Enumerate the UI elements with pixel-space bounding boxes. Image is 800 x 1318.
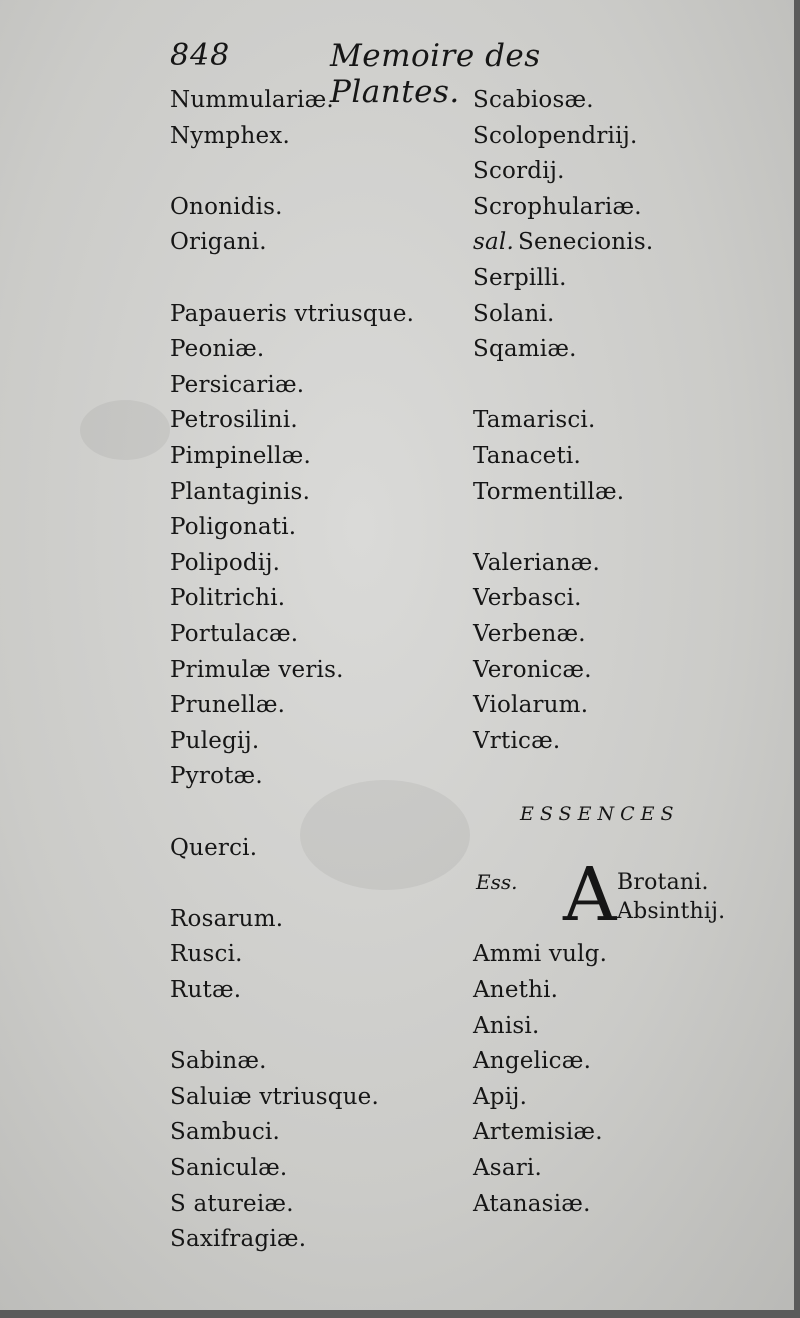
entry-text: Rusci. — [170, 941, 243, 968]
entry-text: Angelicæ. — [473, 1048, 592, 1075]
essences-label: Ess. — [476, 870, 518, 894]
entry-text: Ononidis. — [170, 193, 283, 220]
essence-entry — [473, 975, 558, 1005]
entry-text: Rutæ. — [170, 977, 242, 1003]
left-column-entry — [170, 939, 243, 969]
entry-text: Artemisiæ. — [473, 1119, 603, 1146]
entry-text: Rosarum. — [170, 905, 284, 932]
left-column-entry — [170, 334, 264, 364]
right-column-entry — [473, 405, 596, 435]
left-column-entry — [170, 121, 290, 151]
entry-text: Saxifragiæ. — [170, 1226, 307, 1253]
page-number: 848 — [170, 38, 231, 73]
entry-text: Plantaginis. — [170, 478, 311, 505]
right-column-entry — [473, 192, 642, 222]
right-column-entry — [473, 619, 586, 649]
entry-text: Sambuci. — [170, 1119, 280, 1146]
right-column-entry — [473, 583, 582, 613]
right-column-entry — [473, 655, 592, 685]
paper-smudge — [300, 780, 470, 890]
drop-cap: A — [563, 852, 617, 938]
entry-text: Portulacæ. — [170, 621, 299, 647]
entry-text: Poligonati. — [170, 514, 297, 541]
entry-text: Persicariæ. — [170, 371, 305, 398]
left-column-entry — [170, 227, 267, 257]
essence-entry — [473, 1082, 527, 1112]
entry-text: Pimpinellæ. — [170, 443, 311, 469]
entry-text: Anethi. — [473, 977, 559, 1003]
essence-entry — [473, 1046, 591, 1076]
left-column-entry — [170, 299, 414, 329]
entry-text: Papaueris vtriusque. — [170, 300, 415, 327]
left-column-entry — [170, 85, 334, 115]
entry-text: Ammi vulg. — [473, 941, 608, 968]
entry-text: Nummulariæ. — [170, 87, 334, 113]
entry-prefix: sal. — [473, 229, 514, 256]
entry-text: Tanaceti. — [473, 443, 581, 469]
left-column-entry — [170, 690, 285, 720]
entry-text: Tamarisci. — [473, 407, 596, 434]
running-title: Memoire des Plantes. — [330, 38, 541, 110]
right-column-entry — [473, 156, 565, 186]
right-column-entry — [473, 263, 567, 293]
entry-text: Origani. — [170, 229, 267, 256]
entry-text: Politrichi. — [170, 585, 286, 612]
right-column-entry — [473, 726, 560, 756]
entry-text: Anisi. — [473, 1012, 540, 1039]
entry-text: Prunellæ. — [170, 692, 286, 719]
left-column-entry — [170, 370, 304, 400]
entry-text: Sqamiæ. — [473, 336, 577, 363]
entry-text: Violarum. — [473, 692, 589, 719]
entry-text: Verbenæ. — [473, 621, 586, 647]
drop-cap-line: Absinthij. — [617, 899, 726, 924]
entry-text: Scolopendriij. — [473, 122, 638, 149]
entry-text: Polipodij. — [170, 549, 281, 576]
entry-text: Nymphex. — [170, 122, 290, 149]
left-column-entry — [170, 548, 280, 578]
entry-text: Serpilli. — [473, 265, 567, 291]
right-column-entry — [473, 299, 555, 329]
left-column-entry — [170, 1082, 379, 1112]
essence-entry — [473, 1011, 539, 1041]
essences-heading: ESSENCES — [520, 803, 680, 825]
right-column-entry — [473, 477, 624, 507]
left-column-entry — [170, 477, 310, 507]
entry-text: Verbasci. — [473, 585, 582, 612]
left-column-entry — [170, 192, 283, 222]
essence-entry — [473, 1117, 603, 1147]
left-column-entry — [170, 583, 285, 613]
left-column-entry — [170, 1189, 294, 1219]
essence-entry — [473, 1153, 542, 1183]
right-column-entry — [473, 334, 577, 364]
left-column-entry — [170, 975, 241, 1005]
left-column-entry — [170, 1117, 280, 1147]
right-column-entry — [473, 548, 600, 578]
entry-text: Saniculæ. — [170, 1155, 288, 1181]
left-column-entry — [170, 1046, 267, 1076]
left-column-entry — [170, 655, 344, 685]
right-column-entry — [473, 227, 653, 257]
entry-text: Primulæ veris. — [170, 656, 344, 683]
left-column-entry — [170, 512, 296, 542]
left-column-entry — [170, 726, 259, 756]
entry-text: Pulegij. — [170, 727, 260, 754]
drop-cap-line: Brotani. — [617, 870, 709, 895]
left-column-entry — [170, 441, 311, 471]
entry-text: Vrticæ. — [473, 727, 561, 754]
entry-text: Scabiosæ. — [473, 87, 594, 113]
left-column-entry — [170, 1153, 287, 1183]
paper-smudge — [80, 400, 170, 460]
entry-text: Peoniæ. — [170, 336, 265, 363]
entry-text: Valerianæ. — [473, 549, 600, 576]
entry-text: Querci. — [170, 834, 258, 861]
right-column-entry — [473, 85, 594, 115]
right-column-entry — [473, 441, 581, 471]
entry-text: Saluiæ vtriusque. — [170, 1083, 379, 1110]
left-column-entry — [170, 904, 283, 934]
left-column-entry — [170, 405, 298, 435]
entry-text: Solani. — [473, 300, 555, 327]
entry-text: Apij. — [473, 1083, 528, 1110]
left-column-entry — [170, 833, 257, 863]
essence-entry — [473, 1189, 591, 1219]
essence-entry — [473, 939, 607, 969]
entry-text: Pyrotæ. — [170, 763, 263, 790]
entry-text: Asari. — [473, 1155, 542, 1181]
entry-text: Senecionis. — [517, 229, 654, 256]
entry-text: Veronicæ. — [473, 656, 592, 683]
right-column-entry — [473, 690, 588, 720]
right-column-entry — [473, 121, 638, 151]
left-column-entry — [170, 1224, 306, 1254]
entry-text: S atureiæ. — [170, 1190, 294, 1217]
entry-text: Sabinæ. — [170, 1048, 267, 1075]
entry-text: Atanasiæ. — [473, 1190, 591, 1217]
entry-text: Petrosilini. — [170, 407, 298, 434]
entry-text: Tormentillæ. — [473, 478, 625, 505]
left-column-entry — [170, 619, 298, 649]
entry-text: Scrophulariæ. — [473, 193, 642, 220]
left-column-entry — [170, 761, 263, 791]
entry-text: Scordij. — [473, 158, 565, 185]
